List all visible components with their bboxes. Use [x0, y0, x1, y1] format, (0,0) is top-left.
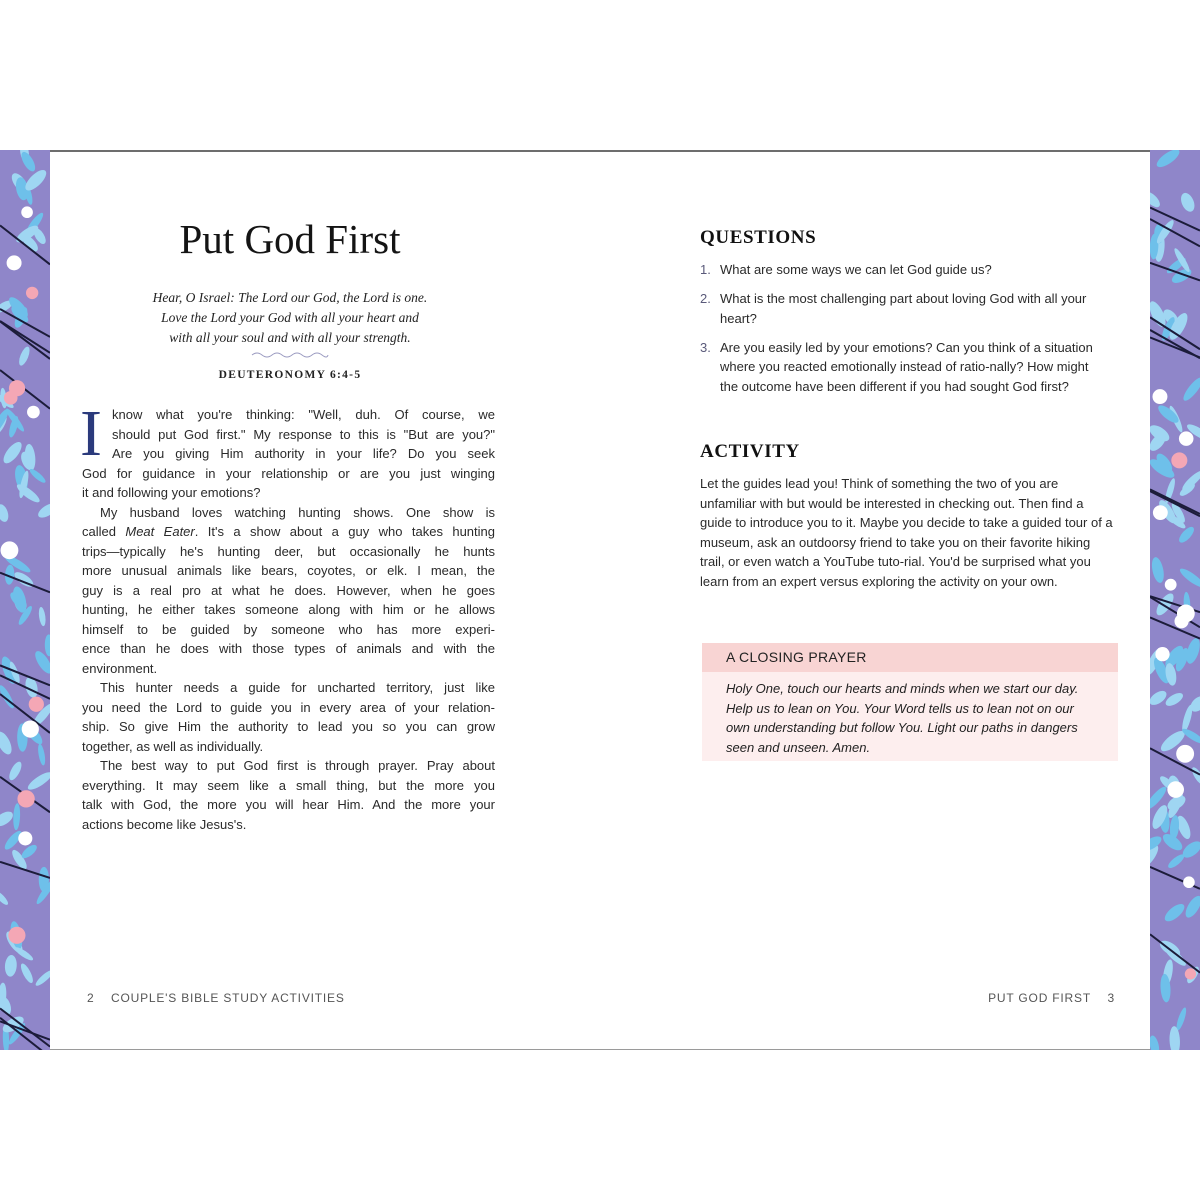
question-text: What are some ways we can let God guide us?	[720, 262, 992, 277]
leaf-icon	[13, 803, 21, 830]
flower-icon	[17, 790, 34, 807]
branch-icon	[1150, 934, 1200, 972]
flower-icon	[18, 831, 32, 845]
leaf-icon	[36, 501, 50, 521]
flower-icon	[1179, 431, 1194, 446]
floral-border-left	[0, 150, 50, 1050]
text-segment: . It's a show about a guy who takes hunting	[194, 524, 496, 539]
leaf-icon	[1154, 150, 1182, 170]
flower-icon	[1165, 579, 1177, 591]
page-top-edge	[50, 150, 1150, 152]
body-line: talk with God, the more you will hear Him. And the more your	[82, 797, 495, 812]
body-line: God for guidance in your relationship or are you just winging	[82, 465, 495, 481]
epigraph-line: Love the Lord your God with all your heart and	[161, 310, 419, 325]
question-text: What is the most challenging part about loving God with all your heart?	[720, 291, 1087, 326]
leaf-icon	[37, 743, 47, 766]
leaf-icon	[17, 345, 32, 367]
flower-icon	[1185, 968, 1196, 979]
flower-icon	[29, 697, 44, 712]
flower-icon	[27, 406, 40, 419]
leaf-icon	[1150, 556, 1166, 584]
flower-icon	[8, 927, 25, 944]
leaf-icon	[1150, 688, 1169, 708]
body-line: My husband loves watching hunting shows. One show is	[100, 504, 495, 520]
body-line: This hunter needs a guide for uncharted territory, just like	[100, 680, 495, 695]
show-title: Meat Eater	[125, 524, 195, 539]
closing-prayer-box	[702, 643, 1118, 761]
body-line: know what you're thinking: "Well, duh. Of course, we	[112, 407, 495, 422]
body-line: environment.	[82, 660, 158, 676]
activity-heading: ACTIVITY	[700, 441, 800, 462]
body-line: you need the Lord to guide you in every area of your relation-	[82, 699, 495, 715]
running-head: PUT GOD FIRST	[988, 991, 1091, 1005]
body-text	[80, 397, 496, 834]
body-line: ship. So give Him the authority to lead you so you can grow	[82, 719, 495, 734]
leaf-icon	[1164, 690, 1185, 708]
leaf-icon	[13, 945, 34, 962]
scripture-reference: DEUTERONOMY 6:4-5	[218, 369, 362, 381]
question-item	[700, 260, 1120, 280]
prayer-heading: A CLOSING PRAYER	[702, 643, 1118, 672]
leaf-icon	[45, 634, 50, 656]
leaf-icon	[28, 467, 47, 485]
flower-icon	[1177, 605, 1195, 623]
text-segment: called	[82, 524, 126, 539]
activity-text: Let the guides lead you! Think of something the two of you are unfamiliar with but would be interested in checking out. Then find a guide to introduce you to it. Maybe you decide to take a guided tour of a museum, ask an outdoorsy friend to take you on their favorite hiking trail, or even watch a YouTube tuto-rial. You'd be surprised what you learn from an expert versus exploring the activity on your own.	[700, 476, 1113, 589]
body-line: trips—typically he's hunting deer, but occasionally he hunts	[82, 543, 495, 559]
leaf-icon	[1190, 766, 1200, 787]
flower-icon	[1153, 505, 1168, 520]
body-line: everything. It may seem like a small thing, but the more you	[82, 777, 495, 793]
leaf-icon	[22, 167, 49, 194]
flower-icon	[26, 287, 38, 299]
epigraph-line: Hear, O Israel: The Lord our God, the Lord is one.	[152, 290, 428, 305]
drop-cap: I	[80, 397, 102, 470]
flower-icon	[22, 721, 39, 738]
flower-icon	[7, 255, 22, 270]
page-title: Put God First	[179, 216, 401, 262]
flower-icon	[1171, 452, 1187, 468]
body-line: ence than he does with those types of animals and with the	[82, 641, 495, 656]
leaf-icon	[1178, 566, 1200, 590]
footer-left	[87, 991, 345, 1005]
questions-heading: QUESTIONS	[700, 227, 817, 248]
flower-icon	[21, 206, 33, 218]
body-line: Are you giving Him authority in your life? Do you seek	[112, 446, 495, 461]
leaf-icon	[26, 769, 50, 792]
leaf-icon	[1150, 189, 1162, 210]
leaf-icon	[38, 607, 47, 627]
body-line: more unusual animals like bears, coyotes, or elk. I mean, the	[82, 563, 495, 578]
leaf-icon	[34, 968, 50, 988]
leaf-icon	[1166, 852, 1186, 870]
leaf-icon	[4, 955, 17, 978]
leaf-icon	[0, 439, 25, 466]
wave-divider-icon	[250, 351, 330, 359]
leaf-icon	[7, 760, 24, 782]
body-line: it and following your emotions?	[82, 485, 261, 500]
leaf-icon	[1175, 1007, 1188, 1032]
leaf-icon	[0, 889, 10, 906]
leaf-icon	[1183, 893, 1200, 920]
question-item	[700, 338, 1120, 397]
running-head: COUPLE'S BIBLE STUDY ACTIVITIES	[111, 991, 345, 1005]
leaf-icon	[1177, 525, 1197, 545]
body-line: The best way to put God first is through prayer. Pray about	[100, 758, 495, 773]
leaf-icon	[0, 503, 10, 523]
footer-right	[988, 991, 1115, 1005]
page-number: 2	[87, 991, 95, 1005]
question-number: 1.	[700, 262, 711, 277]
flower-icon	[9, 380, 25, 396]
epigraph-line: with all your soul and with all your strength.	[169, 330, 411, 345]
flower-icon	[1, 541, 19, 559]
body-line: himself to be guided by someone who has more experi-	[82, 621, 495, 637]
leaf-icon	[1162, 901, 1187, 924]
prayer-text: Holy One, touch our hearts and minds when we start our day. Help us to lean on You. Your Word tells us to lean not on our own understanding but follow You. Light our paths in dangers seen and unseen. Amen.	[726, 681, 1079, 755]
epigraph	[82, 288, 498, 348]
questions-list	[700, 260, 1120, 406]
flower-icon	[1183, 876, 1195, 888]
body-line: together, as well as individually.	[82, 738, 264, 754]
question-item	[700, 289, 1120, 328]
flower-icon	[1155, 647, 1169, 661]
flower-icon	[1167, 781, 1184, 798]
page-number: 3	[1107, 991, 1115, 1005]
question-number: 2.	[700, 291, 711, 306]
question-text: Are you easily led by your emotions? Can you think of a situation where you reacted emotionally instead of ratio-nally? How might the outcome have been different if you had sought God first?	[720, 339, 1093, 394]
floral-border-right	[1150, 150, 1200, 1050]
body-line: hunting, he either takes someone along with him or he allows	[82, 602, 495, 617]
leaf-icon	[0, 729, 15, 756]
leaf-icon	[1181, 375, 1200, 403]
leaf-icon	[1150, 1035, 1161, 1050]
flower-icon	[1152, 389, 1167, 404]
body-line: actions become like Jesus's.	[82, 816, 247, 832]
flower-icon	[1176, 745, 1194, 763]
leaf-icon	[1178, 191, 1197, 214]
body-line	[82, 522, 495, 542]
leaf-icon	[15, 482, 42, 505]
page-bottom-edge	[50, 1049, 1150, 1050]
leaf-icon	[19, 962, 36, 985]
question-number: 3.	[700, 339, 711, 355]
branch-icon	[1150, 337, 1200, 357]
body-line: should put God first." My response to this is "But are you?"	[112, 426, 495, 442]
body-line: guy is a real pro at what he does. However, when he goes	[82, 582, 495, 598]
leaf-icon	[1156, 402, 1182, 425]
leaf-icon	[0, 809, 15, 830]
